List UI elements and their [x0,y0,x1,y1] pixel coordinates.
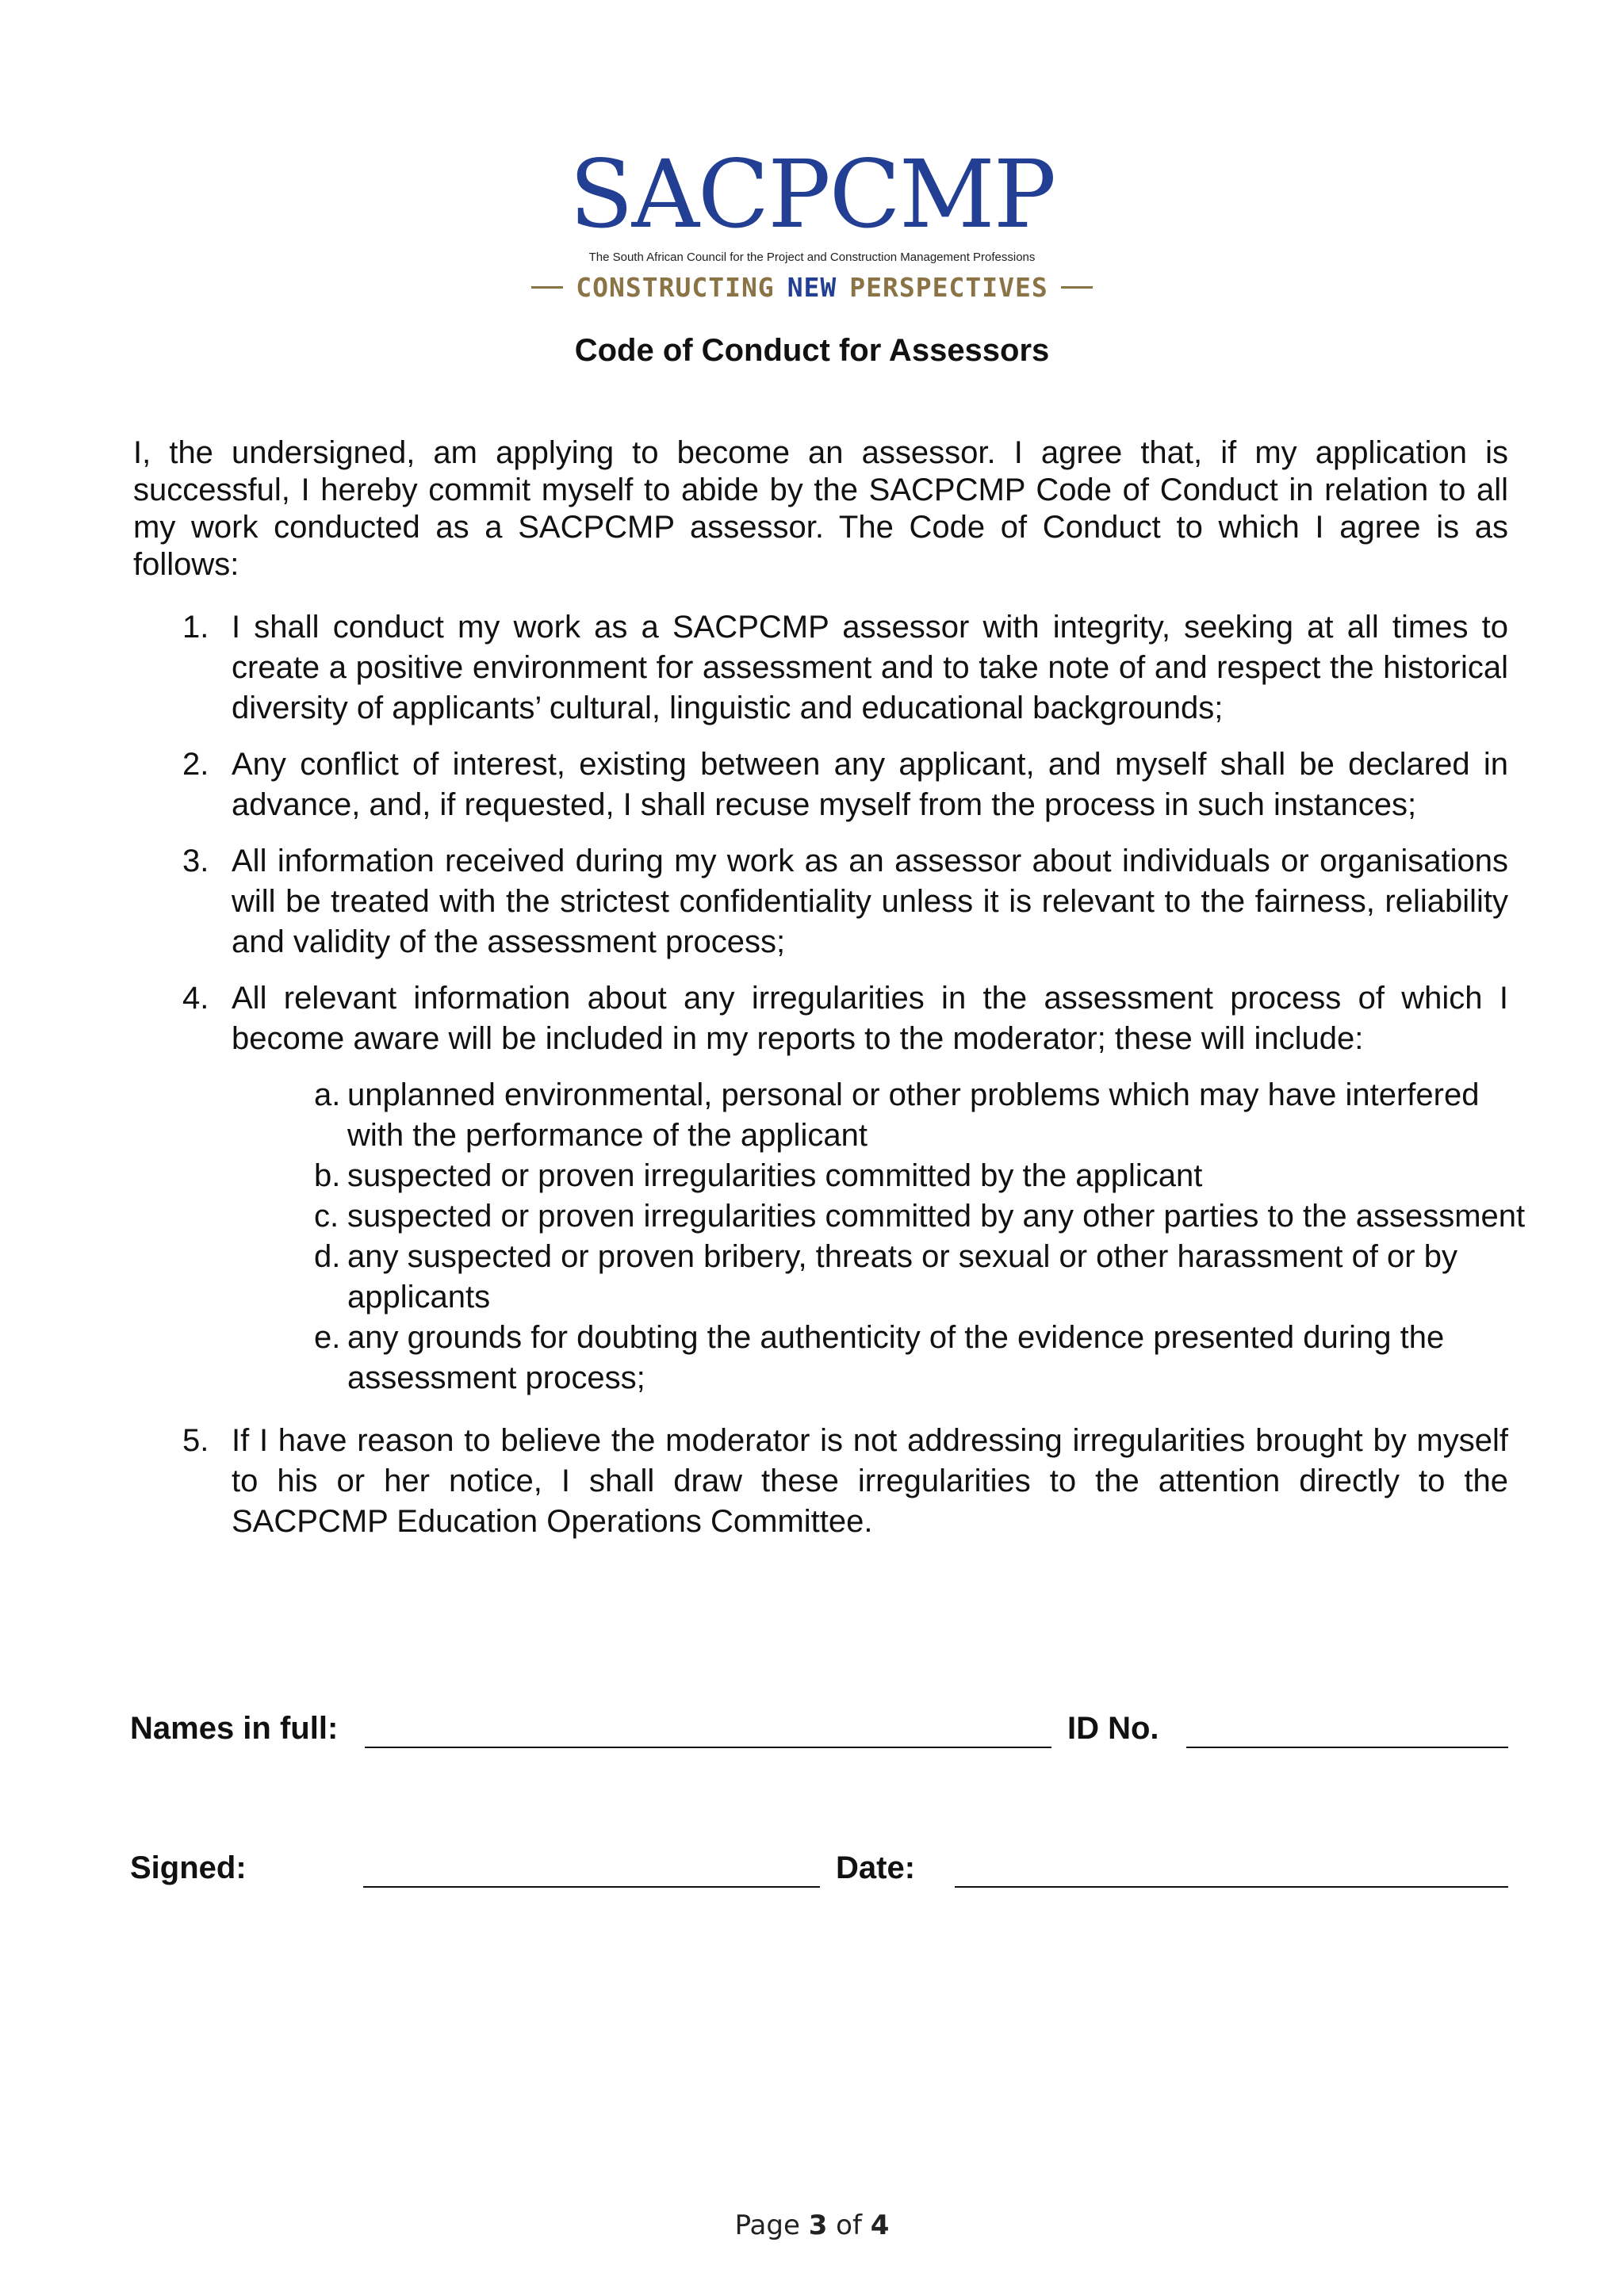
list-item [133,841,1508,962]
sublist-item-text: suspected or proven irregularities committed by the applicant [347,1158,1203,1193]
list-item-text: Any conflict of interest, existing between any applicant, and myself shall be declared in advance, and, if requested, I shall recuse myself from the process in such instances; [232,747,1508,822]
intro-paragraph: I, the undersigned, am applying to become an assessor. I agree that, if my application is successful, I hereby commit myself to abide by the SACPCMP Code of Conduct in relation to all my work conducted as a SACPCMP assessor. The Code of Conduct to which I agree is as follows: [133,435,1508,582]
logo-tagline [0,272,1624,303]
document-title: Code of Conduct for Assessors [574,333,1050,368]
tagline-rule-left [531,286,563,289]
code-of-conduct-list [133,607,1526,1558]
list-item [133,1421,1508,1542]
sacpcmp-logo [0,140,1624,303]
signature-line[interactable] [363,1886,820,1888]
tagline-rule-right [1061,286,1093,289]
sublist-item-text: suspected or proven irregularities committed by any other parties to the assessment [347,1199,1526,1234]
list-item-number: 1. [182,610,209,645]
sublist-item-letter: d. [314,1239,341,1274]
sublist-item-text: any grounds for doubting the authenticity of the evidence presented during the assessment process; [347,1320,1445,1395]
sublist-item [232,1196,1537,1237]
id-number-line[interactable] [1186,1747,1508,1748]
logo-subtitle: The South African Council for the Project and Construction Management Professions [588,251,1036,264]
tagline-word-2: NEW [787,272,837,303]
current-page: 3 [808,2210,828,2241]
sublist-item-letter: e. [314,1320,341,1355]
logo-wordmark: SACPCMP [569,140,1055,249]
sublist-item-text: any suspected or proven bribery, threats or sexual or other harassment of or by applicants [347,1239,1457,1314]
sublist-item-letter: c. [314,1199,339,1234]
date-label: Date: [836,1850,916,1885]
list-item-text: I shall conduct my work as a SACPCMP assessor with integrity, seeking at all times to create a positive environment for assessment and to take note of and respect the historical diversity of applicants’ cultural, linguistic and educational backgrounds; [232,610,1508,725]
names-in-full-label: Names in full: [130,1711,339,1746]
id-number-label: ID No. [1067,1711,1159,1746]
list-item [133,978,1526,1399]
sublist-item [232,1318,1537,1399]
sublist-item-letter: a. [314,1077,341,1112]
page-number [0,2210,1624,2241]
tagline-word-3: PERSPECTIVES [849,272,1048,303]
list-item [133,607,1508,729]
list-item-number: 3. [182,844,209,878]
sublist-item-letter: b. [314,1158,341,1193]
signed-label: Signed: [130,1850,247,1885]
tagline-word-1: CONSTRUCTING [576,272,775,303]
irregularities-sublist [232,1075,1526,1399]
date-line[interactable] [955,1886,1508,1888]
list-item-number: 2. [182,747,209,782]
list-item [133,744,1508,825]
page-separator: of [836,2210,862,2241]
page-prefix: Page [734,2210,800,2241]
list-item-number: 4. [182,981,209,1016]
sublist-item [232,1237,1537,1318]
names-in-full-line[interactable] [365,1747,1051,1748]
total-pages: 4 [870,2210,890,2241]
sublist-item-text: unplanned environmental, personal or other problems which may have interfered with the performance of the applicant [347,1077,1480,1153]
sublist-item [232,1075,1537,1156]
list-item-number: 5. [182,1423,209,1458]
sublist-item [232,1156,1537,1196]
list-item-text: All information received during my work as an assessor about individuals or organisations will be treated with the strictest confidentiality unless it is relevant to the fairness, reliability and validity of the assessment process; [232,844,1508,959]
list-item-text: All relevant information about any irregularities in the assessment process of which I become aware will be included in my reports to the moderator; these will include: [232,981,1508,1056]
list-item-text: If I have reason to believe the moderator is not addressing irregularities brought by myself to his or her notice, I shall draw these irregularities to the attention directly to the SACPCMP Education Operations Committee. [232,1423,1508,1539]
